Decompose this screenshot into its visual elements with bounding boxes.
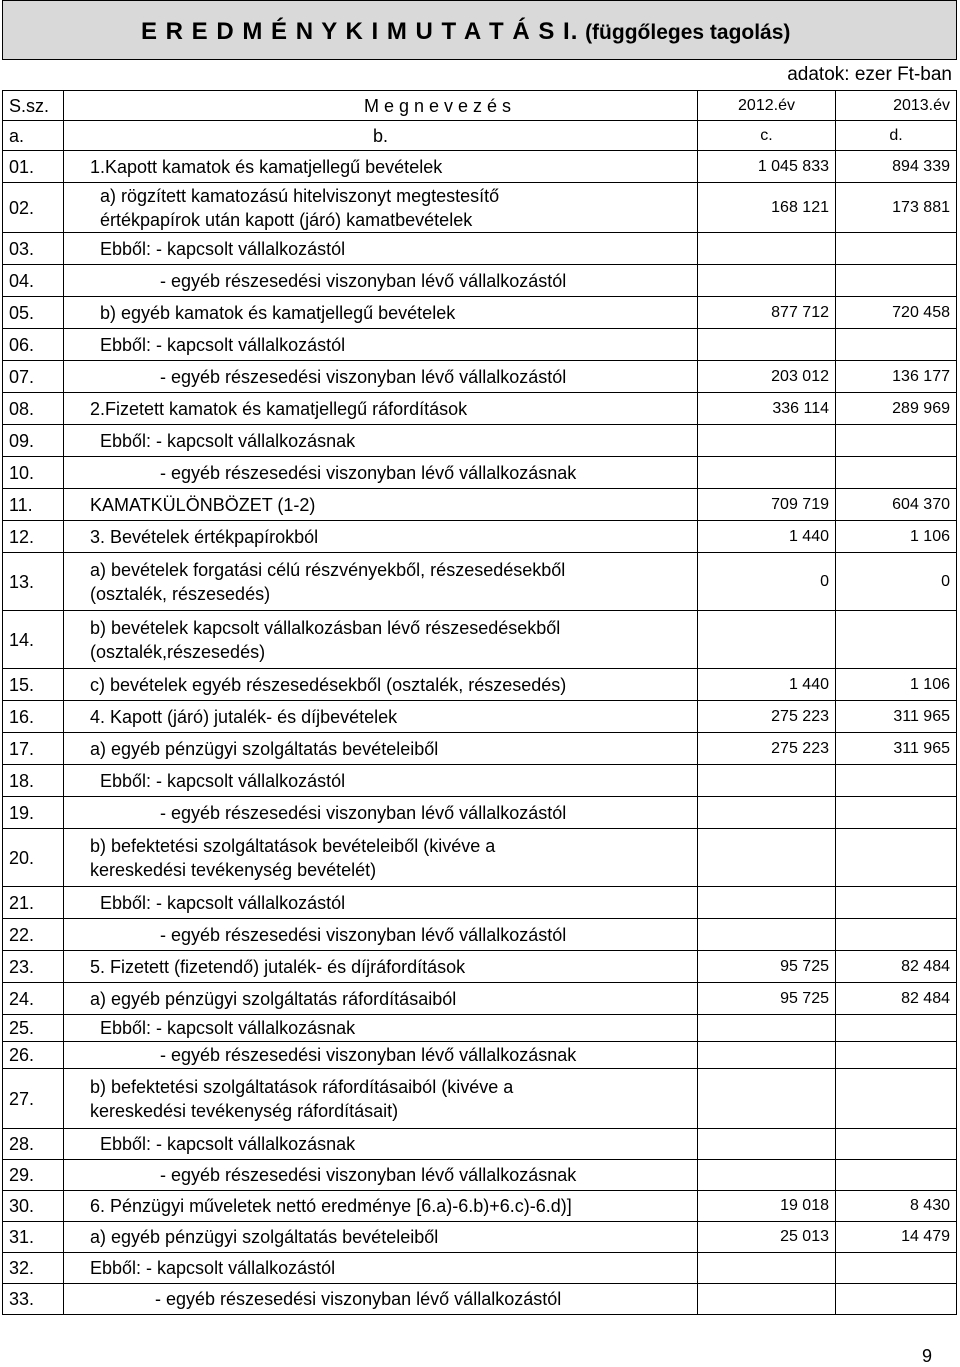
row-label-line: b) bevételek kapcsolt vállalkozásban lévő részesedésekből bbox=[70, 617, 561, 638]
row-number: 17. bbox=[3, 733, 64, 765]
row-label bbox=[64, 393, 698, 425]
row-label-line: a) egyéb pénzügyi szolgáltatás ráfordításaiból bbox=[70, 988, 457, 1009]
table-row bbox=[3, 1042, 957, 1069]
row-label-line: kereskedési tevékenység ráfordításait) bbox=[70, 1100, 399, 1121]
row-label-line: Ebből: - kapcsolt vállalkozásnak bbox=[70, 1018, 356, 1038]
value-2012 bbox=[698, 1042, 836, 1069]
row-label-line: 6. Pénzügyi műveletek nettó eredménye [6.a)-6.b)+6.c)-6.d)] bbox=[70, 1196, 572, 1216]
row-label bbox=[64, 669, 698, 701]
row-label bbox=[64, 1129, 698, 1160]
value-2013: 14 479 bbox=[836, 1222, 957, 1253]
row-number: 12. bbox=[3, 521, 64, 553]
value-2013 bbox=[836, 425, 957, 457]
table-row bbox=[3, 233, 957, 265]
value-2013 bbox=[836, 765, 957, 797]
letter-name: b. bbox=[64, 121, 698, 151]
value-2012 bbox=[698, 1129, 836, 1160]
table-row bbox=[3, 1160, 957, 1191]
value-2012 bbox=[698, 1253, 836, 1284]
row-number: 02. bbox=[3, 183, 64, 233]
row-number: 31. bbox=[3, 1222, 64, 1253]
row-label-line: a) egyéb pénzügyi szolgáltatás bevételeiből bbox=[70, 1227, 439, 1247]
row-number: 07. bbox=[3, 361, 64, 393]
row-label bbox=[64, 425, 698, 457]
row-label-line: - egyéb részesedési viszonyban lévő vállalkozásnak bbox=[70, 462, 577, 483]
row-number: 27. bbox=[3, 1069, 64, 1129]
row-label bbox=[64, 489, 698, 521]
row-label-line: - egyéb részesedési viszonyban lévő vállalkozástól bbox=[70, 924, 567, 945]
row-label-line: Ebből: - kapcsolt vállalkozásnak bbox=[70, 1134, 356, 1154]
table-row bbox=[3, 829, 957, 887]
row-label bbox=[64, 887, 698, 919]
value-2013: 894 339 bbox=[836, 151, 957, 183]
row-label-line: - egyéb részesedési viszonyban lévő vállalkozásnak bbox=[70, 1045, 577, 1065]
row-label-line: c) bevételek egyéb részesedésekből (osztalék, részesedés) bbox=[70, 674, 567, 695]
value-2012: 336 114 bbox=[698, 393, 836, 425]
row-number: 09. bbox=[3, 425, 64, 457]
row-label bbox=[64, 553, 698, 611]
title-main: E R E D M É N Y K I M U T A T Á S I. bbox=[141, 18, 579, 45]
row-number: 29. bbox=[3, 1160, 64, 1191]
header-c: 2012.év bbox=[698, 91, 836, 121]
row-label bbox=[64, 329, 698, 361]
table-row bbox=[3, 151, 957, 183]
table-row bbox=[3, 733, 957, 765]
value-2013 bbox=[836, 829, 957, 887]
value-2013 bbox=[836, 457, 957, 489]
header-name: M e g n e v e z é s bbox=[64, 91, 698, 121]
row-label-line: 1.Kapott kamatok és kamatjellegű bevételek bbox=[70, 156, 443, 177]
row-number: 28. bbox=[3, 1129, 64, 1160]
letter-c: c. bbox=[698, 121, 836, 151]
row-label-line: (osztalék,részesedés) bbox=[70, 641, 266, 662]
row-label bbox=[64, 1015, 698, 1042]
table-row bbox=[3, 611, 957, 669]
row-number: 06. bbox=[3, 329, 64, 361]
row-label bbox=[64, 1191, 698, 1222]
row-number: 18. bbox=[3, 765, 64, 797]
row-number: 10. bbox=[3, 457, 64, 489]
row-label bbox=[64, 1253, 698, 1284]
table-row bbox=[3, 1253, 957, 1284]
letter-row bbox=[3, 121, 957, 151]
row-number: 33. bbox=[3, 1284, 64, 1315]
row-label bbox=[64, 951, 698, 983]
row-label-line: - egyéb részesedési viszonyban lévő vállalkozástól bbox=[70, 802, 567, 823]
value-2012: 1 440 bbox=[698, 521, 836, 553]
row-label-line: - egyéb részesedési viszonyban lévő vállalkozásnak bbox=[70, 1165, 577, 1185]
value-2013 bbox=[836, 887, 957, 919]
row-label-line: - egyéb részesedési viszonyban lévő vállalkozástól bbox=[70, 366, 567, 387]
row-label bbox=[64, 151, 698, 183]
row-label bbox=[64, 611, 698, 669]
row-label-line: Ebből: - kapcsolt vállalkozásnak bbox=[70, 430, 356, 451]
row-number: 14. bbox=[3, 611, 64, 669]
row-number: 21. bbox=[3, 887, 64, 919]
row-number: 25. bbox=[3, 1015, 64, 1042]
header-sz: S.sz. bbox=[3, 91, 64, 121]
row-label bbox=[64, 521, 698, 553]
row-number: 19. bbox=[3, 797, 64, 829]
row-number: 04. bbox=[3, 265, 64, 297]
value-2012 bbox=[698, 829, 836, 887]
value-2012 bbox=[698, 457, 836, 489]
value-2012: 203 012 bbox=[698, 361, 836, 393]
letter-sz: a. bbox=[3, 121, 64, 151]
table-row bbox=[3, 797, 957, 829]
row-number: 30. bbox=[3, 1191, 64, 1222]
value-2012 bbox=[698, 265, 836, 297]
row-label-line: értékpapírok után kapott (járó) kamatbevételek bbox=[70, 209, 473, 230]
row-label bbox=[64, 829, 698, 887]
row-number: 26. bbox=[3, 1042, 64, 1069]
table-row bbox=[3, 919, 957, 951]
row-number: 23. bbox=[3, 951, 64, 983]
value-2013 bbox=[836, 329, 957, 361]
title-sub: (függőleges tagolás) bbox=[585, 21, 791, 44]
value-2013: 311 965 bbox=[836, 733, 957, 765]
value-2012 bbox=[698, 1284, 836, 1315]
table-row bbox=[3, 887, 957, 919]
result-table bbox=[2, 90, 957, 1315]
value-2013 bbox=[836, 797, 957, 829]
row-number: 24. bbox=[3, 983, 64, 1015]
row-label bbox=[64, 297, 698, 329]
value-2012 bbox=[698, 329, 836, 361]
value-2012: 168 121 bbox=[698, 183, 836, 233]
table-row bbox=[3, 553, 957, 611]
row-label-line: 3. Bevételek értékpapírokból bbox=[70, 526, 319, 547]
row-label bbox=[64, 765, 698, 797]
row-label bbox=[64, 983, 698, 1015]
table-row bbox=[3, 183, 957, 233]
value-2012 bbox=[698, 1160, 836, 1191]
table-row bbox=[3, 393, 957, 425]
row-label bbox=[64, 183, 698, 233]
row-label bbox=[64, 1222, 698, 1253]
value-2012 bbox=[698, 1069, 836, 1129]
value-2013: 604 370 bbox=[836, 489, 957, 521]
table-row bbox=[3, 297, 957, 329]
value-2013 bbox=[836, 1069, 957, 1129]
row-label-line: Ebből: - kapcsolt vállalkozástól bbox=[70, 892, 346, 913]
table-row bbox=[3, 983, 957, 1015]
value-2013: 1 106 bbox=[836, 669, 957, 701]
page-title bbox=[141, 18, 790, 46]
row-number: 11. bbox=[3, 489, 64, 521]
row-label bbox=[64, 919, 698, 951]
row-number: 22. bbox=[3, 919, 64, 951]
row-label-line: 2.Fizetett kamatok és kamatjellegű ráfordítások bbox=[70, 398, 468, 419]
value-2013 bbox=[836, 1160, 957, 1191]
value-2013: 1 106 bbox=[836, 521, 957, 553]
row-label-line: - egyéb részesedési viszonyban lévő vállalkozástól bbox=[70, 270, 567, 291]
row-label-line: 5. Fizetett (fizetendő) jutalék- és díjráfordítások bbox=[70, 956, 466, 977]
table-row bbox=[3, 1222, 957, 1253]
value-2013: 136 177 bbox=[836, 361, 957, 393]
row-label-line: (osztalék, részesedés) bbox=[70, 583, 271, 604]
value-2013: 82 484 bbox=[836, 983, 957, 1015]
row-number: 08. bbox=[3, 393, 64, 425]
value-2013 bbox=[836, 1284, 957, 1315]
row-label-line: b) egyéb kamatok és kamatjellegű bevételek bbox=[70, 302, 456, 323]
row-label-line: kereskedési tevékenység bevételét) bbox=[70, 859, 377, 880]
value-2012: 25 013 bbox=[698, 1222, 836, 1253]
table-row bbox=[3, 489, 957, 521]
value-2012: 709 719 bbox=[698, 489, 836, 521]
row-label-line: b) befektetési szolgáltatások ráfordításaiból (kivéve a bbox=[70, 1076, 514, 1097]
table-row bbox=[3, 329, 957, 361]
row-label-line: a) egyéb pénzügyi szolgáltatás bevételeiből bbox=[70, 738, 439, 759]
value-2012: 1 045 833 bbox=[698, 151, 836, 183]
value-2012: 19 018 bbox=[698, 1191, 836, 1222]
row-number: 15. bbox=[3, 669, 64, 701]
page-number: 9 bbox=[921, 1346, 932, 1366]
value-2013 bbox=[836, 233, 957, 265]
row-label-line: KAMATKÜLÖNBÖZET (1-2) bbox=[70, 494, 316, 515]
value-2013 bbox=[836, 1129, 957, 1160]
value-2012 bbox=[698, 425, 836, 457]
value-2013: 82 484 bbox=[836, 951, 957, 983]
row-label-line: Ebből: - kapcsolt vállalkozástól bbox=[70, 334, 346, 355]
row-label bbox=[64, 233, 698, 265]
row-label bbox=[64, 1284, 698, 1315]
table-row bbox=[3, 765, 957, 797]
value-2012: 95 725 bbox=[698, 983, 836, 1015]
title-box bbox=[2, 0, 957, 60]
row-label bbox=[64, 1160, 698, 1191]
value-2012: 95 725 bbox=[698, 951, 836, 983]
table-row bbox=[3, 701, 957, 733]
row-label-line: b) befektetési szolgáltatások bevételeiből (kivéve a bbox=[70, 835, 496, 856]
table-row bbox=[3, 457, 957, 489]
value-2012: 0 bbox=[698, 553, 836, 611]
row-number: 32. bbox=[3, 1253, 64, 1284]
row-label-line: Ebből: - kapcsolt vállalkozástól bbox=[70, 1258, 336, 1278]
header-d: 2013.év bbox=[836, 91, 957, 121]
header-row bbox=[3, 91, 957, 121]
value-2013 bbox=[836, 265, 957, 297]
value-2012: 275 223 bbox=[698, 733, 836, 765]
row-label bbox=[64, 733, 698, 765]
row-label bbox=[64, 457, 698, 489]
row-label-line: 4. Kapott (járó) jutalék- és díjbevételek bbox=[70, 706, 398, 727]
table-row bbox=[3, 265, 957, 297]
table-row bbox=[3, 1284, 957, 1315]
row-number: 01. bbox=[3, 151, 64, 183]
value-2013 bbox=[836, 1253, 957, 1284]
table-row bbox=[3, 425, 957, 457]
table-row bbox=[3, 361, 957, 393]
value-2013 bbox=[836, 1042, 957, 1069]
unit-note: adatok: ezer Ft-ban bbox=[787, 64, 952, 85]
value-2012 bbox=[698, 611, 836, 669]
value-2013: 173 881 bbox=[836, 183, 957, 233]
value-2012 bbox=[698, 887, 836, 919]
value-2013 bbox=[836, 1015, 957, 1042]
row-number: 05. bbox=[3, 297, 64, 329]
value-2012: 877 712 bbox=[698, 297, 836, 329]
row-label-line: a) bevételek forgatási célú részvényekből, részesedésekből bbox=[70, 559, 566, 580]
table-row bbox=[3, 1015, 957, 1042]
table-row bbox=[3, 1069, 957, 1129]
value-2012 bbox=[698, 919, 836, 951]
value-2013: 289 969 bbox=[836, 393, 957, 425]
letter-d: d. bbox=[836, 121, 957, 151]
value-2012: 1 440 bbox=[698, 669, 836, 701]
value-2013: 0 bbox=[836, 553, 957, 611]
row-label bbox=[64, 797, 698, 829]
row-label bbox=[64, 701, 698, 733]
value-2012 bbox=[698, 797, 836, 829]
row-number: 03. bbox=[3, 233, 64, 265]
row-label bbox=[64, 1069, 698, 1129]
row-number: 20. bbox=[3, 829, 64, 887]
row-label bbox=[64, 361, 698, 393]
value-2012: 275 223 bbox=[698, 701, 836, 733]
value-2012 bbox=[698, 233, 836, 265]
row-number: 13. bbox=[3, 553, 64, 611]
table-row bbox=[3, 951, 957, 983]
value-2013 bbox=[836, 611, 957, 669]
value-2013: 8 430 bbox=[836, 1191, 957, 1222]
row-label-line: - egyéb részesedési viszonyban lévő vállalkozástól bbox=[70, 1289, 562, 1309]
row-label-line: Ebből: - kapcsolt vállalkozástól bbox=[70, 238, 346, 259]
value-2012 bbox=[698, 1015, 836, 1042]
row-label-line: Ebből: - kapcsolt vállalkozástól bbox=[70, 770, 346, 791]
row-label bbox=[64, 1042, 698, 1069]
row-label bbox=[64, 265, 698, 297]
table-row bbox=[3, 1129, 957, 1160]
value-2013: 311 965 bbox=[836, 701, 957, 733]
table-row bbox=[3, 521, 957, 553]
value-2012 bbox=[698, 765, 836, 797]
table-row bbox=[3, 1191, 957, 1222]
row-label-line: a) rögzített kamatozású hitelviszonyt megtestesítő bbox=[70, 185, 500, 206]
value-2013: 720 458 bbox=[836, 297, 957, 329]
table-row bbox=[3, 669, 957, 701]
row-number: 16. bbox=[3, 701, 64, 733]
value-2013 bbox=[836, 919, 957, 951]
